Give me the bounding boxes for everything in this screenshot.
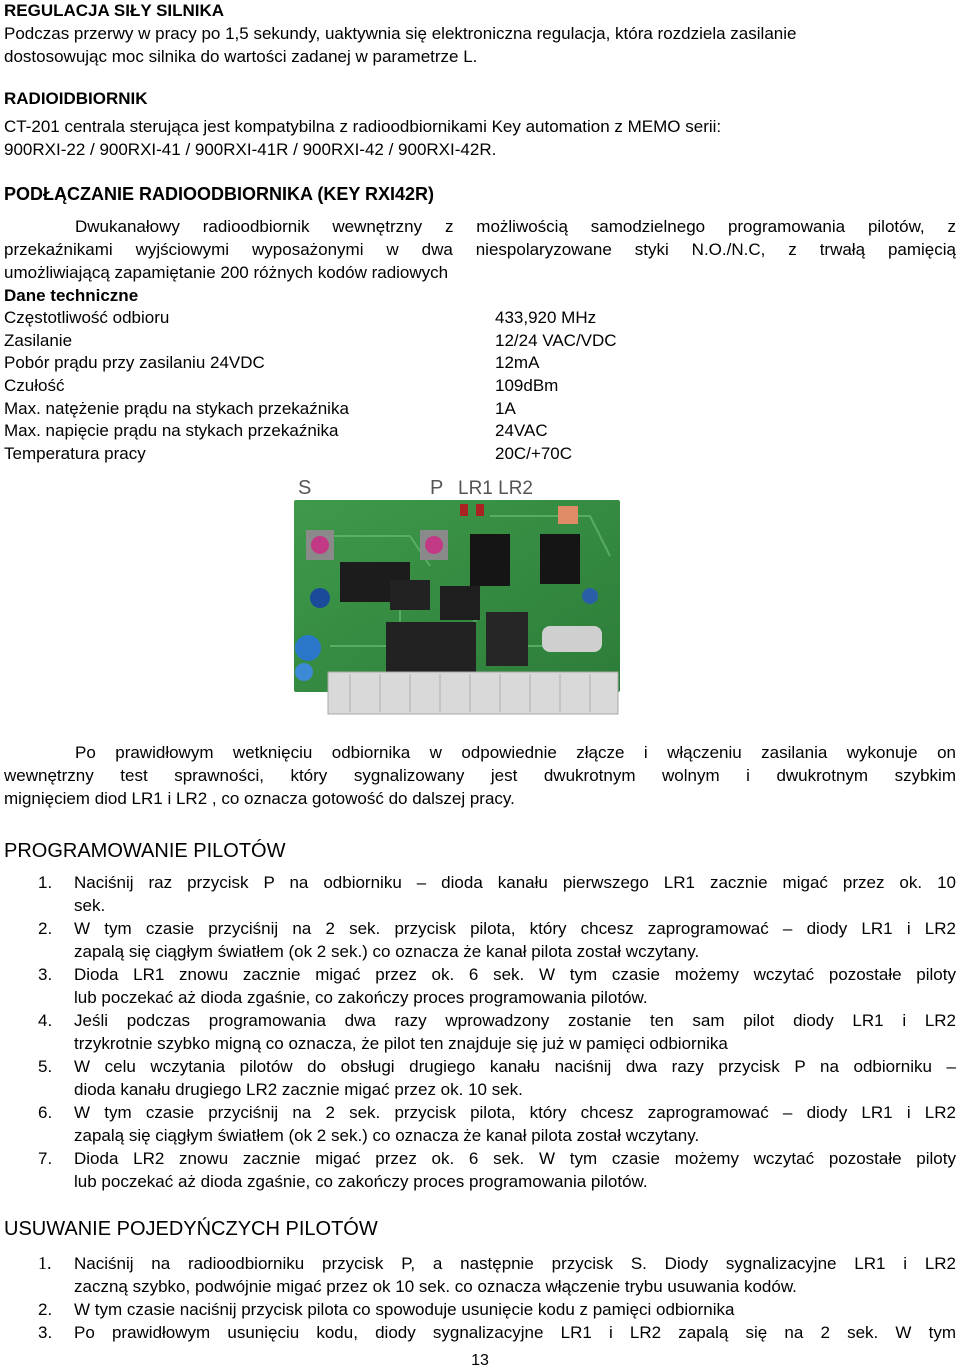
step-line: zaczną szybko, podwójnie migać przez ok 10 sek. co oznacza włączenie trybu usuwania kodów. — [74, 1276, 797, 1296]
step-number: 3. — [38, 1322, 53, 1342]
step-line: dioda kanału drugiego LR2 zacznie migać przez ok. 10 sek. — [74, 1079, 523, 1099]
section-removal — [4, 1216, 956, 1344]
step-line: zapalą się ciągłym światłem (ok 2 sek.) co oznacza że kanał pilota został wczytany. — [74, 941, 700, 961]
step-number: 1. — [38, 872, 53, 892]
section-connecting-receiver — [4, 183, 956, 466]
step-number: 2. — [38, 1299, 53, 1319]
list-item — [4, 1009, 956, 1055]
step-number: 3. — [38, 964, 53, 984]
spec-label: Pobór prądu przy zasilaniu 24VDC — [4, 353, 265, 373]
text-line: wewnętrzny test sprawności, który sygnalizowany jest dwukrotnym wolnym i dwukrotnym szybkim — [4, 765, 956, 785]
spec-row — [4, 307, 956, 330]
removal-steps — [4, 1252, 956, 1344]
spec-row — [4, 375, 956, 398]
step-line: W celu wczytania pilotów do obsługi drugiego kanału naciśnij dwa razy przycisk P na odbiorniku – — [74, 1056, 956, 1076]
button-p-label: P — [430, 476, 444, 499]
text-line: Podczas przerwy w pracy po 1,5 sekundy, uaktywnia się elektroniczna regulacja, która rozdziela zasilanie — [4, 24, 797, 43]
spec-label: Częstotliwość odbioru — [4, 308, 170, 327]
spec-value: 12mA — [495, 353, 540, 373]
section-programming — [4, 838, 956, 1193]
spec-label: Zasilanie — [4, 330, 73, 350]
spec-row — [4, 420, 956, 443]
crystal — [542, 626, 602, 652]
list-item — [4, 871, 956, 917]
spec-row — [4, 330, 956, 353]
step-number: 6. — [38, 1102, 53, 1122]
text-line: CT-201 centrala sterująca jest kompatybilna z radioodbiornikami Key automation z MEMO serii: — [4, 117, 722, 136]
trimmer — [558, 506, 578, 524]
step-line: W tym czasie przyciśnij na 2 sek. przycisk pilota, który chcesz zaprogramować – diody LR1 i LR2 — [74, 1102, 956, 1122]
led-labels: LR1 LR2 — [458, 477, 533, 499]
capacitor — [295, 663, 313, 681]
step-number: 1. — [38, 1252, 52, 1273]
list-item — [4, 963, 956, 1009]
list-item — [4, 1147, 956, 1193]
step-line: Naciśnij raz przycisk P na odbiorniku – dioda kanału pierwszego LR1 zacznie migać przez ok. 10 — [74, 872, 956, 892]
ic-chip — [540, 534, 580, 584]
text-line: Po prawidłowym wetknięciu odbiornika w odpowiednie złącze i włączeniu zasilania wykonuje on — [75, 742, 956, 762]
list-item — [4, 917, 956, 963]
spec-row — [4, 398, 956, 421]
step-line: zapalą się ciągłym światłem (ok 2 sek.) co oznacza że kanał pilota został wczytany. — [74, 1125, 700, 1145]
step-line: W tym czasie przyciśnij na 2 sek. przycisk pilota, który chcesz zaprogramować – diody LR1 i LR2 — [74, 918, 956, 938]
spec-row — [4, 352, 956, 375]
list-item — [4, 1321, 956, 1344]
button-p-cap — [425, 536, 443, 554]
text-line: dostosowując moc silnika do wartości zadanej w parametrze L. — [4, 47, 478, 66]
spec-value: 24VAC — [495, 421, 548, 441]
step-line: Dioda LR2 znowu zacznie migać przez ok. 6 sek. W tym czasie możemy wczytać pozostałe piloty — [74, 1148, 956, 1168]
step-line: Dioda LR1 znowu zacznie migać przez ok. 6 sek. W tym czasie możemy wczytać pozostałe piloty — [74, 964, 956, 984]
step-number: 7. — [38, 1148, 53, 1168]
step-line: lub poczekać aż dioda zgaśnie, co zakończy proces programowania pilotów. — [74, 987, 648, 1007]
ic-chip — [440, 586, 480, 620]
list-item — [4, 1298, 956, 1321]
spec-table — [4, 307, 956, 466]
step-line: sek. — [74, 895, 106, 915]
button-s-label: S — [298, 476, 312, 499]
step-line: trzykrotnie szybko migną co oznacza, że pilot ten znajduje się już w pamięci odbiornika — [74, 1033, 728, 1053]
step-line: Po prawidłowym usunięciu kodu, diody sygnalizacyjne LR1 i LR2 zapalą się na 2 sek. W tym — [74, 1322, 956, 1342]
spec-row — [4, 443, 956, 466]
ic-chip — [390, 580, 430, 610]
text-line: przekaźnikami wyjściowymi wyposażonymi w dwa niespolaryzowane styki N.O./N.C, z trwałą pamięcią — [4, 240, 956, 259]
relay — [486, 612, 528, 666]
step-line: Naciśnij na radioodbiorniku przycisk P, a następnie przycisk S. Diody sygnalizacyjne LR1 i LR2 — [74, 1253, 956, 1273]
document-page — [4, 0, 956, 1344]
section-receiver — [4, 88, 956, 161]
spec-label: Czułość — [4, 376, 65, 396]
led-lr1 — [460, 504, 468, 516]
spec-value: 109dBm — [495, 376, 559, 396]
text-line: mignięciem diod LR1 i LR2 , co oznacza gotowość do dalszej pracy. — [4, 788, 515, 808]
circuit-board-illustration — [290, 476, 624, 716]
led-lr2 — [476, 504, 484, 516]
spec-value: 20C/+70C — [495, 444, 573, 464]
edge-connector — [328, 672, 618, 714]
spec-value: 433,920 MHz — [495, 308, 597, 327]
text-line: Dwukanałowy radioodbiornik wewnętrzny z możliwością samodzielnego programowania pilotów, z — [75, 217, 956, 236]
section-title: REGULACJA SIŁY SILNIKA — [4, 1, 225, 20]
section-title: RADIOIDBIORNIK — [4, 89, 148, 108]
spec-value: 1A — [495, 398, 516, 418]
capacitor — [295, 635, 321, 661]
spec-label: Temperatura pracy — [4, 444, 146, 464]
text-line: umożliwiającą zapamiętanie 200 różnych kodów radiowych — [4, 263, 449, 282]
list-item — [4, 1252, 956, 1298]
list-item — [4, 1055, 956, 1101]
button-s-cap — [311, 536, 329, 554]
section-title: PODŁĄCZANIE RADIOODBIORNIKA (KEY RXI42R) — [4, 184, 435, 204]
text-line: 900RXI-22 / 900RXI-41 / 900RXI-41R / 900RXI-42 / 900RXI-42R. — [4, 140, 497, 159]
spec-label: Max. napięcie prądu na stykach przekaźnika — [4, 421, 339, 441]
spec-title: Dane techniczne — [4, 286, 139, 305]
relay — [386, 622, 476, 672]
spec-label: Max. natężenie prądu na stykach przekaźnika — [4, 398, 349, 418]
paragraph-selftest — [4, 741, 956, 810]
capacitor — [310, 588, 330, 608]
spec-value: 12/24 VAC/VDC — [495, 330, 617, 350]
step-number: 2. — [38, 918, 53, 938]
receiver-board-photo — [290, 476, 624, 716]
section-title: PROGRAMOWANIE PILOTÓW — [4, 839, 286, 862]
step-number: 4. — [38, 1010, 53, 1030]
list-item — [4, 1101, 956, 1147]
capacitor — [582, 588, 598, 604]
programming-steps — [4, 871, 956, 1193]
section-motor-force — [4, 0, 956, 68]
page-number: 13 — [471, 1352, 489, 1369]
ic-chip — [470, 534, 510, 586]
step-line: Jeśli podczas programowania dwa razy wprowadzony zostanie ten sam pilot diody LR1 i LR2 — [74, 1010, 956, 1030]
section-title: USUWANIE POJEDYŃCZYCH PILOTÓW — [4, 1217, 378, 1240]
step-line: lub poczekać aż dioda zgaśnie, co zakończy proces programowania pilotów. — [74, 1171, 648, 1191]
step-line: W tym czasie naciśnij przycisk pilota co spowoduje usunięcie kodu z pamięci odbiornika — [74, 1299, 735, 1319]
step-number: 5. — [38, 1056, 53, 1076]
